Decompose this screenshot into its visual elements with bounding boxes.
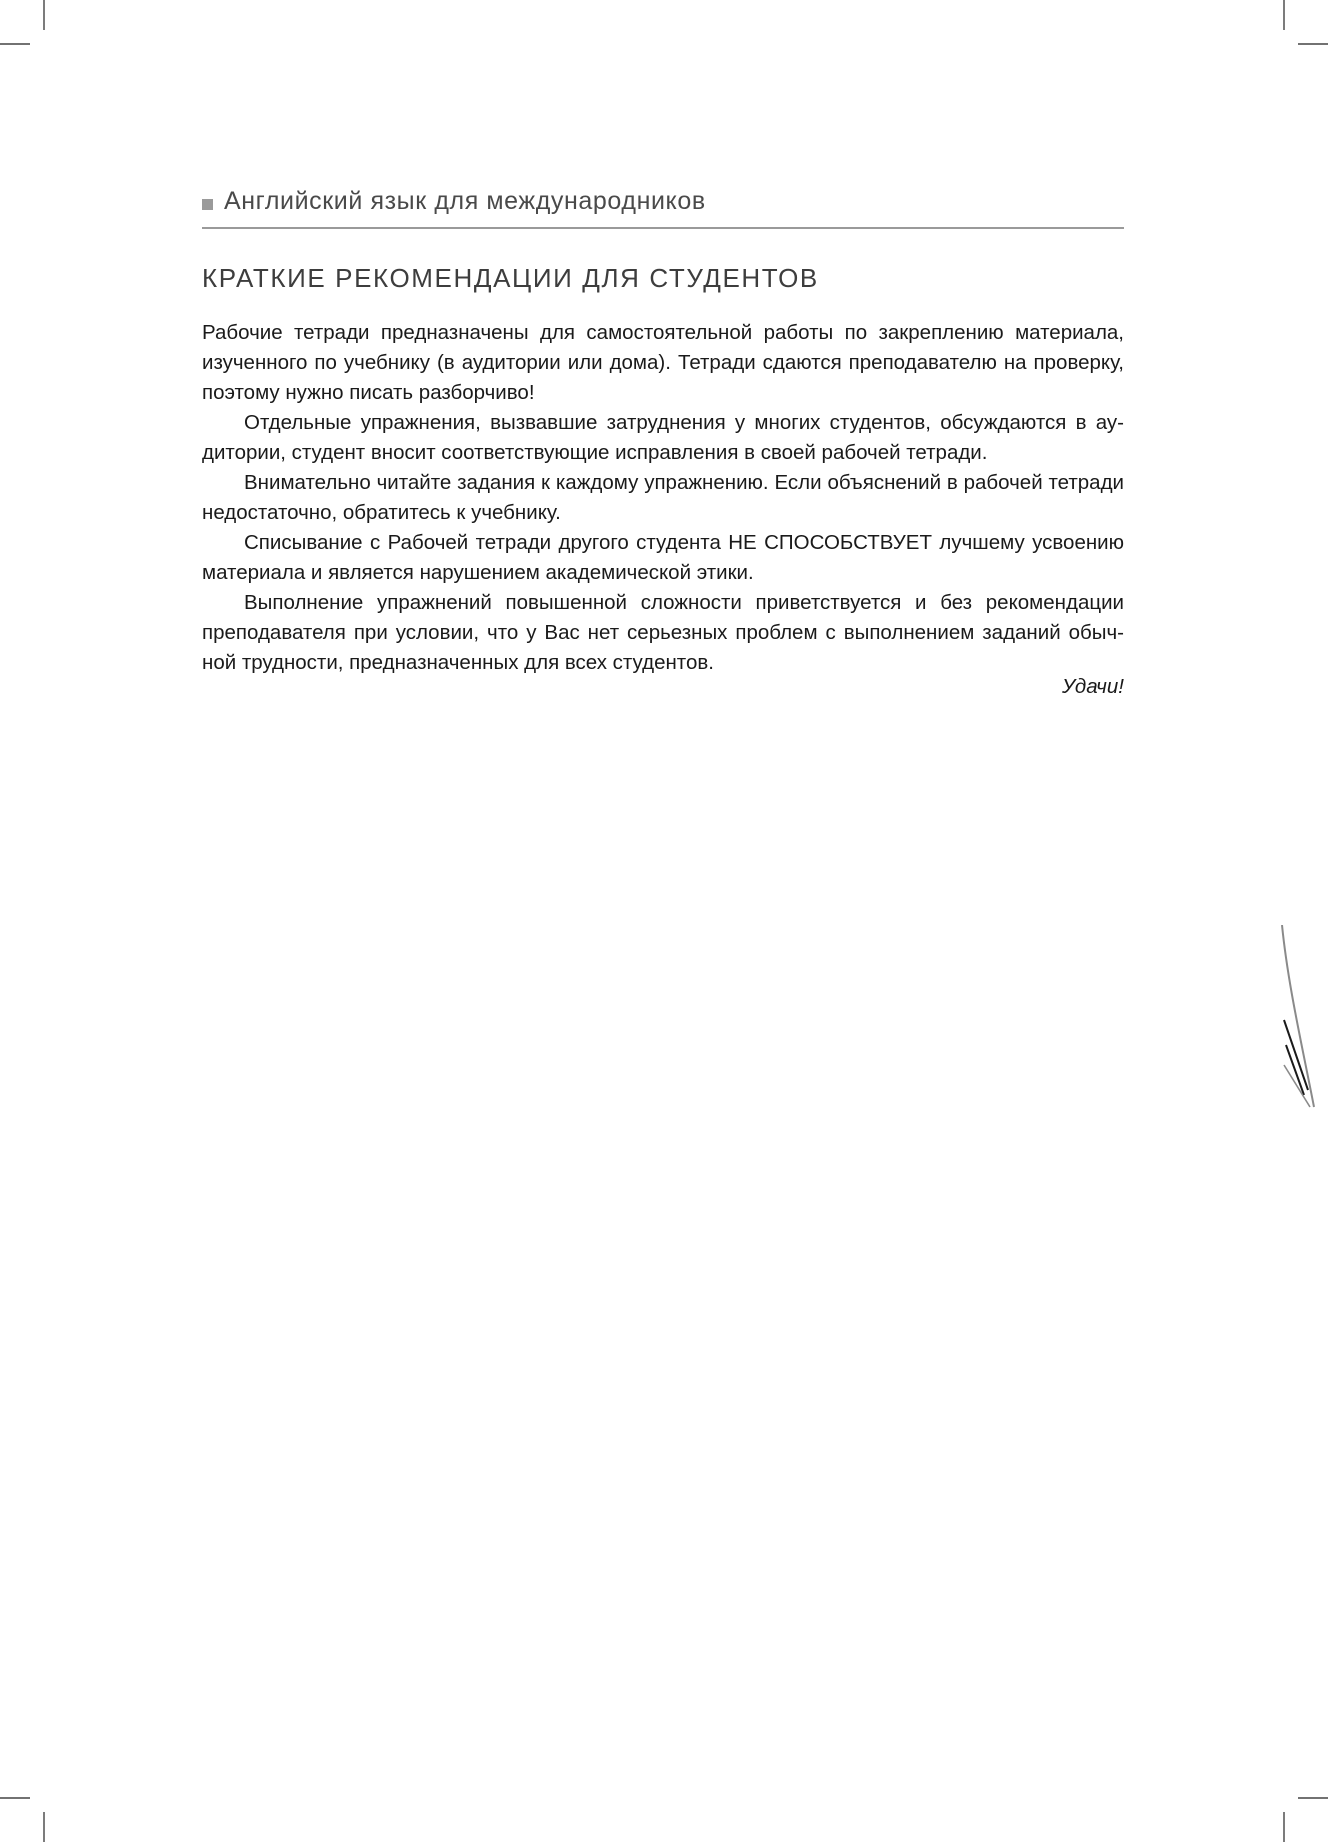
body-text — [202, 318, 1124, 678]
running-head-bullet-icon — [202, 199, 213, 210]
paragraph-3: Внимательно читайте задания к каждому упражнению. Если объяснений в рабочей тетради недостаточно, обратитесь к учебнику. — [202, 471, 1124, 524]
paragraph-1: Рабочие тетради предназначены для самостоятельной работы по закреплению материала, изученного по учебнику (в аудитории или дома). Тетради сдаются преподавателю на проверку, поэтому нужно писать разборчиво! — [202, 321, 1124, 404]
section-title: КРАТКИЕ РЕКОМЕНДАЦИИ ДЛЯ СТУДЕНТОВ — [202, 263, 819, 293]
signoff: Удачи! — [1062, 675, 1124, 698]
paragraph-2: Отдельные упражнения, вызвавшие затруднения у многих студентов, обсуждаются в аудитории, студент вносит соответствующие исправления в своей рабочей тетради. — [202, 411, 1124, 464]
paragraph-4: Списывание с Рабочей тетради другого студента НЕ СПОСОБСТВУЕТ лучшему усвоению материала и является нарушением академической этики. — [202, 531, 1124, 584]
edge-decoration-icon — [1270, 925, 1328, 1110]
paragraph-5: Выполнение упражнений повышенной сложности приветствуется и без рекомендации преподавателя при условии, что у Вас нет серьезных проблем с выполнением заданий обычной трудности, предназначенных для всех студентов. — [202, 591, 1124, 674]
running-head — [202, 183, 1124, 229]
book-title: Английский язык для международников — [224, 187, 706, 215]
